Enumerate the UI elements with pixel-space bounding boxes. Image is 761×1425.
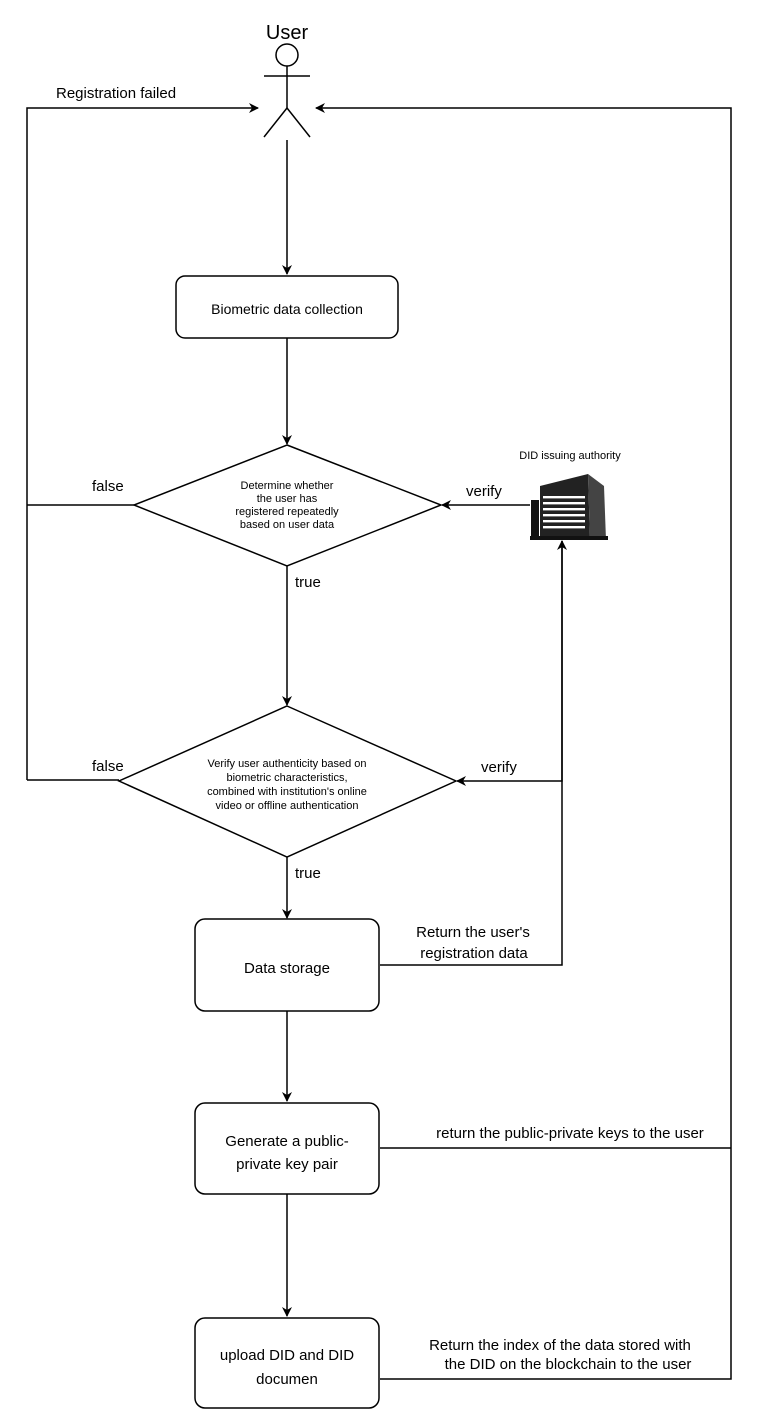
authority-label: DID issuing authority: [519, 450, 621, 462]
svg-text:Generate a public-: Generate a public-: [225, 1133, 349, 1150]
edge-label-return-registration-2: registration data: [420, 945, 528, 962]
svg-text:private key pair: private key pair: [236, 1156, 338, 1173]
svg-text:based on user data: based on user data: [239, 519, 335, 531]
edge-return-registration: [380, 541, 562, 965]
edge-label-false-2: false: [92, 758, 124, 775]
edge-registration-failed: [27, 108, 258, 780]
edge-label-true-2: true: [295, 865, 321, 882]
edge-label-verify-2: verify: [481, 759, 517, 776]
edge-label-return-keys: return the public-private keys to the user: [436, 1125, 704, 1142]
node-generate-keypair: [195, 1103, 379, 1194]
edge-label-true-1: true: [295, 574, 321, 591]
svg-text:Data storage: Data storage: [244, 960, 330, 977]
edge-label-return-index-1: Return the index of the data stored with: [429, 1337, 691, 1354]
user-actor-icon: [264, 44, 310, 137]
user-actor-label: User: [265, 22, 309, 44]
edge-label-return-index-2: the DID on the blockchain to the user: [444, 1356, 692, 1373]
svg-text:Determine whether: Determine whether: [240, 480, 334, 492]
decision-repeated-registration: [134, 445, 441, 566]
edge-verify2: [457, 541, 562, 781]
svg-text:video or offline authenticatio: video or offline authentication: [215, 800, 359, 812]
node-biometric-collection: [176, 276, 398, 338]
decision-user-authenticity: [119, 706, 456, 857]
svg-text:registered repeatedly: registered repeatedly: [235, 506, 339, 518]
edge-label-registration-failed: Registration failed: [56, 85, 177, 102]
edge-label-false-1: false: [92, 478, 124, 495]
node-data-storage: [195, 919, 379, 1011]
svg-text:the user has: the user has: [256, 493, 318, 505]
svg-text:biometric characteristics,: biometric characteristics,: [226, 772, 348, 784]
building-icon: [530, 474, 608, 540]
edge-label-return-registration-1: Return the user's: [416, 924, 530, 941]
node-upload-did: [195, 1318, 379, 1408]
svg-text:documen: documen: [256, 1371, 318, 1388]
svg-text:Verify user authenticity based: Verify user authenticity based on: [207, 758, 367, 770]
edge-label-verify-1: verify: [466, 483, 502, 500]
svg-text:combined with institution's on: combined with institution's online: [207, 786, 367, 798]
svg-text:Biometric data collection: Biometric data collection: [211, 301, 363, 317]
svg-text:upload DID and DID: upload DID and DID: [219, 1347, 355, 1364]
